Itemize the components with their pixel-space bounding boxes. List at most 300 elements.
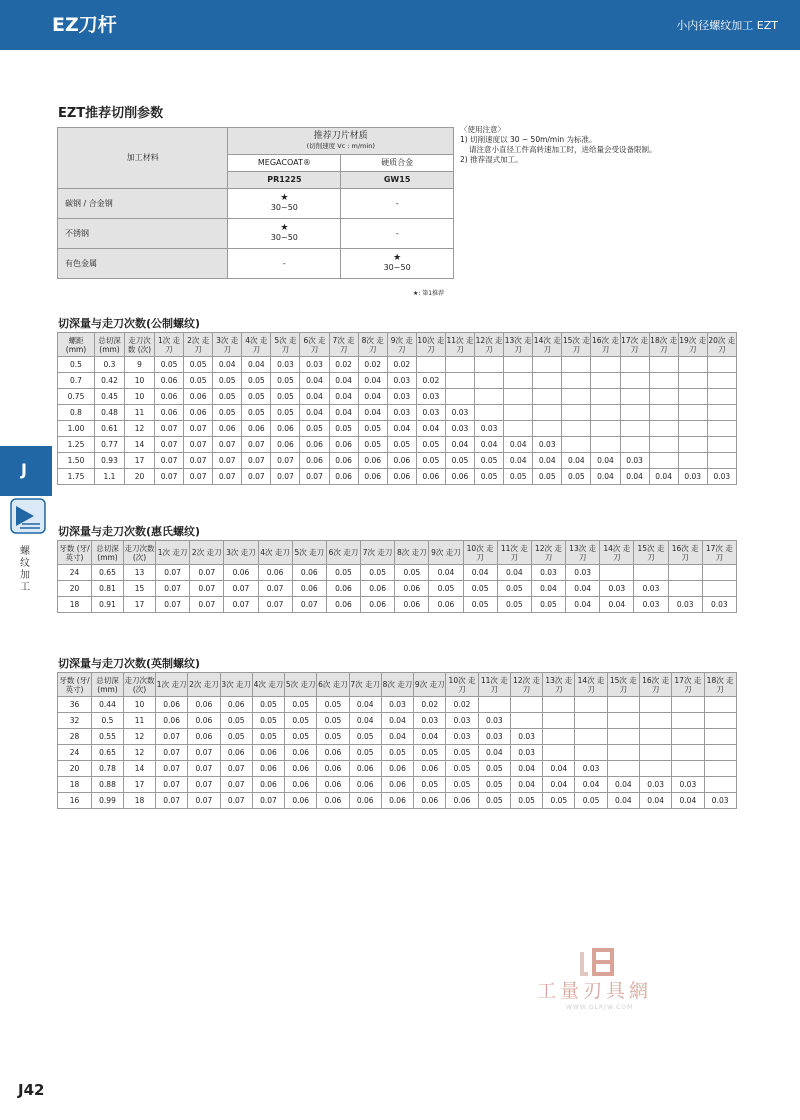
table-cell: 0.04 [531,581,565,597]
grade-col2-name: GW15 [341,172,454,189]
table-cell [510,697,542,713]
table-cell: 15 [124,581,156,597]
column-header: 10次 走刀 [416,333,445,357]
table-row [58,389,737,405]
table-cell: 0.02 [446,697,478,713]
table-cell: 0.78 [92,761,124,777]
table-cell: 0.03 [620,453,649,469]
table-cell: 0.06 [285,761,317,777]
table-cell: 0.07 [156,761,188,777]
table-cell [668,581,702,597]
table-cell [649,357,678,373]
table-cell: 0.07 [190,581,224,597]
column-header: 11次 走刀 [445,333,474,357]
table-cell: 0.05 [416,453,445,469]
table-cell: 0.06 [317,793,349,809]
table-cell: 0.06 [445,469,474,485]
table-cell: 0.07 [188,793,220,809]
table-cell: 0.04 [510,777,542,793]
table-cell [575,745,607,761]
table-cell [543,697,575,713]
table-cell: 0.06 [414,793,446,809]
table-cell: 0.06 [317,745,349,761]
table-cell: 18 [58,777,92,793]
metric-table [57,332,737,485]
table-cell [672,761,704,777]
table-cell: 0.5 [92,713,124,729]
grade-cell: - [341,189,454,219]
table-cell: 0.07 [190,565,224,581]
table-cell [510,713,542,729]
table-cell: 0.05 [416,437,445,453]
table-cell: 0.04 [381,713,413,729]
table-cell: 17 [125,453,155,469]
table-cell [607,729,639,745]
table-cell: 0.04 [381,729,413,745]
table-cell: 0.06 [387,453,416,469]
table-row [58,745,737,761]
grade-cell: ★ 30~50 [228,219,341,249]
table-cell [607,745,639,761]
table-cell: 0.06 [252,777,284,793]
table-cell: 0.07 [184,437,213,453]
column-header: 3次 走刀 [220,673,252,697]
table-cell: 0.03 [510,729,542,745]
note-line: 1) 切削速度以 30 ~ 50m/min 为标准。 [460,135,597,144]
table-cell: 0.02 [416,373,445,389]
table-cell: 0.05 [349,729,381,745]
table-cell: 0.45 [95,389,125,405]
table-cell [562,437,591,453]
table-cell: 0.06 [381,793,413,809]
column-header: 13次 走刀 [566,541,600,565]
table-cell: 0.06 [381,761,413,777]
column-header: 6次 走刀 [317,673,349,697]
table-cell: 0.04 [510,761,542,777]
material-header: 加工材料 [58,128,228,189]
table-cell: 0.04 [349,697,381,713]
material-row-label: 碳钢 / 合金钢 [58,189,228,219]
table-cell: 0.04 [329,389,358,405]
table-cell: 0.05 [562,469,591,485]
table-cell: 0.03 [510,745,542,761]
table-cell: 0.06 [349,777,381,793]
column-header: 4次 走刀 [242,333,271,357]
table-cell: 0.05 [543,793,575,809]
table-cell: 0.03 [475,421,504,437]
table-cell: 0.05 [504,469,533,485]
column-header: 17次 走刀 [702,541,736,565]
table-cell: 0.05 [358,437,387,453]
table-cell: 0.06 [252,745,284,761]
table-cell: 0.06 [188,729,220,745]
column-header: 19次 走刀 [678,333,707,357]
table-cell: 0.03 [575,761,607,777]
table-cell: 0.05 [463,597,497,613]
table-cell: 0.04 [358,373,387,389]
table-row [58,421,737,437]
table-cell: 0.05 [213,405,242,421]
table-cell [649,405,678,421]
table-cell: 0.03 [668,597,702,613]
column-header: 走刀次数 (次) [124,673,156,697]
table-cell: 0.07 [156,565,190,581]
table-cell: 0.06 [156,697,188,713]
table-cell: 0.06 [242,421,271,437]
table-cell: 0.06 [358,453,387,469]
table-cell: 0.07 [258,597,292,613]
table-cell: 0.06 [285,745,317,761]
side-label: 螺纹加工 [20,546,30,593]
page-title: EZ刀杆 [52,14,117,36]
table-cell [649,389,678,405]
table-cell [607,761,639,777]
table-cell [707,405,736,421]
table-cell: 0.06 [361,581,395,597]
table-cell: 0.05 [445,453,474,469]
column-header: 牙数 (牙/英寸) [58,541,92,565]
table-cell [562,421,591,437]
table-cell [678,373,707,389]
material-row-label: 有色金属 [58,249,228,279]
table-cell: 0.07 [242,453,271,469]
table-cell: 0.03 [478,713,510,729]
table-cell: 0.07 [224,581,258,597]
table-cell [704,713,736,729]
grade-cell: ★ 30~50 [341,249,454,279]
column-header: 15次 走刀 [634,541,668,565]
table-cell [678,421,707,437]
column-header: 15次 走刀 [607,673,639,697]
table-cell: 0.05 [395,565,429,581]
table-cell: 0.07 [292,597,326,613]
table-header-row [58,541,737,565]
table-row [58,777,737,793]
table-cell: 0.05 [475,469,504,485]
table-cell: 0.03 [531,565,565,581]
table-cell: 28 [58,729,92,745]
table-cell: 0.05 [184,373,213,389]
table-cell [649,437,678,453]
table-cell [445,357,474,373]
table-cell: 12 [124,729,156,745]
column-header: 7次 走刀 [361,541,395,565]
table-cell: 0.07 [220,777,252,793]
table-cell: 0.05 [285,729,317,745]
table-cell: 20 [125,469,155,485]
table-cell: 0.04 [562,453,591,469]
column-header: 12次 走刀 [510,673,542,697]
table-cell: 0.8 [58,405,95,421]
table-cell: 0.04 [504,453,533,469]
table-cell [543,745,575,761]
column-header: 16次 走刀 [668,541,702,565]
table-cell: 0.07 [220,761,252,777]
star-legend: ★: 第1推荐 [413,290,445,297]
table-cell [591,373,620,389]
table-cell: 0.07 [184,469,213,485]
table-cell: 0.77 [95,437,125,453]
table-cell: 0.07 [156,729,188,745]
column-header: 14次 走刀 [575,673,607,697]
column-header: 11次 走刀 [478,673,510,697]
table-cell [607,697,639,713]
table-cell: 18 [124,793,156,809]
table-cell [533,405,562,421]
metric-title: 切深量与走刀次数(公制螺纹) [58,317,201,330]
table-cell: 0.06 [156,713,188,729]
table-cell: 0.05 [300,421,329,437]
column-header: 4次 走刀 [258,541,292,565]
table-cell: 0.03 [634,581,668,597]
table-cell [678,357,707,373]
table-cell: 0.04 [358,389,387,405]
table-cell: 0.04 [358,405,387,421]
usage-notes [460,125,780,165]
threading-icon [10,498,46,534]
column-header: 螺距 (mm) [58,333,95,357]
table-cell: 0.04 [504,437,533,453]
table-cell: 0.06 [292,581,326,597]
table-row [58,729,737,745]
table-cell: 17 [124,777,156,793]
table-cell: 0.03 [414,713,446,729]
column-header: 走刀次数 (次) [124,541,156,565]
column-header: 16次 走刀 [591,333,620,357]
table-cell: 10 [124,697,156,713]
table-cell [678,389,707,405]
column-header: 9次 走刀 [414,673,446,697]
table-cell: 0.05 [242,389,271,405]
column-header: 8次 走刀 [381,673,413,697]
table-cell [672,745,704,761]
table-cell: 0.04 [387,421,416,437]
table-cell: 0.06 [271,421,300,437]
table-cell: 0.02 [387,357,416,373]
table-cell: 0.07 [156,793,188,809]
table-cell: 0.04 [649,469,678,485]
table-cell [575,729,607,745]
table-cell: 0.05 [475,453,504,469]
whitworth-table [57,540,737,613]
table-cell: 0.7 [58,373,95,389]
table-cell [533,357,562,373]
table-cell: 0.06 [317,777,349,793]
table-cell: 0.04 [475,437,504,453]
table-cell: 0.05 [381,745,413,761]
table-cell [607,713,639,729]
table-cell: 0.06 [329,437,358,453]
table-cell: 0.65 [92,565,124,581]
table-cell: 0.07 [156,581,190,597]
table-cell: 0.05 [285,697,317,713]
table-cell: 0.06 [326,597,360,613]
table-cell: 14 [124,761,156,777]
table-row [58,437,737,453]
table-cell [634,565,668,581]
table-cell: 0.03 [445,421,474,437]
table-cell: 0.05 [220,729,252,745]
table-cell: 0.06 [285,793,317,809]
table-cell: 0.3 [95,357,125,373]
table-cell [478,697,510,713]
table-cell: 0.06 [252,761,284,777]
table-cell: 0.06 [271,437,300,453]
table-cell: 0.07 [271,469,300,485]
table-cell: 0.04 [349,713,381,729]
table-cell [672,729,704,745]
table-cell: 0.05 [446,745,478,761]
table-header-row [58,333,737,357]
column-header: 1次 走刀 [155,333,184,357]
table-cell: 0.05 [242,405,271,421]
grade-col2-top: 硬质合金 [341,155,454,172]
table-cell: 0.75 [58,389,95,405]
watermark-url: WWW.GLRJW.COM [566,1004,634,1011]
table-cell: 0.07 [188,761,220,777]
grade-cell: - [341,219,454,249]
table-cell: 0.06 [395,581,429,597]
section-tab: J [0,446,52,496]
table-cell [591,421,620,437]
table-cell: 0.04 [607,777,639,793]
table-cell [475,373,504,389]
table-cell: 24 [58,565,92,581]
table-cell: 0.07 [184,453,213,469]
table-cell: 0.05 [252,697,284,713]
column-header: 8次 走刀 [395,541,429,565]
table-cell: 0.05 [361,565,395,581]
table-cell: 0.05 [220,713,252,729]
table-cell: 0.04 [300,405,329,421]
table-cell [707,421,736,437]
table-cell: 0.07 [156,745,188,761]
column-header: 5次 走刀 [271,333,300,357]
table-cell: 16 [58,793,92,809]
table-cell: 0.05 [213,389,242,405]
table-cell: 0.05 [317,713,349,729]
column-header: 11次 走刀 [497,541,531,565]
table-cell: 0.06 [155,405,184,421]
table-cell: 0.05 [252,713,284,729]
table-cell: 0.04 [533,453,562,469]
table-cell: 0.06 [317,761,349,777]
table-cell: 0.04 [429,565,463,581]
table-cell: 0.81 [92,581,124,597]
recommend-table [57,127,454,279]
column-header: 18次 走刀 [704,673,736,697]
table-cell [504,405,533,421]
table-cell: 0.03 [678,469,707,485]
table-cell: 0.05 [429,581,463,597]
table-row [58,373,737,389]
table-cell: 1.1 [95,469,125,485]
column-header: 7次 走刀 [349,673,381,697]
table-cell [649,453,678,469]
column-header: 13次 走刀 [504,333,533,357]
table-cell: 12 [125,421,155,437]
table-cell [591,357,620,373]
table-cell: 0.06 [220,697,252,713]
table-cell: 0.05 [252,729,284,745]
table-cell: 0.07 [258,581,292,597]
watermark-text: 工量刃具網 [537,980,653,1002]
table-cell: 0.44 [92,697,124,713]
table-cell: 0.07 [252,793,284,809]
table-cell: 0.04 [497,565,531,581]
table-cell: 9 [125,357,155,373]
star-icon: ★ [280,223,289,233]
table-cell: 20 [58,581,92,597]
table-cell: 0.04 [620,469,649,485]
table-cell: 0.05 [414,745,446,761]
table-cell [672,697,704,713]
table-cell: 0.61 [95,421,125,437]
table-cell: 1.75 [58,469,95,485]
table-cell: 0.04 [607,793,639,809]
column-header: 总切深 (mm) [92,673,124,697]
column-header: 20次 走刀 [707,333,736,357]
table-cell [639,697,671,713]
table-cell [562,357,591,373]
table-cell [475,357,504,373]
table-cell: 36 [58,697,92,713]
table-cell: 0.04 [543,761,575,777]
table-cell: 0.07 [155,469,184,485]
table-cell: 0.03 [704,793,736,809]
table-cell: 0.04 [639,793,671,809]
table-cell [668,565,702,581]
table-cell [600,565,634,581]
table-cell: 0.05 [213,373,242,389]
table-cell: 0.06 [292,565,326,581]
table-cell: 0.06 [416,469,445,485]
column-header: 13次 走刀 [543,673,575,697]
table-cell [672,713,704,729]
table-cell: 0.03 [600,581,634,597]
column-header: 3次 走刀 [224,541,258,565]
table-cell: 0.04 [463,565,497,581]
table-cell: 0.07 [155,437,184,453]
table-cell: 0.04 [600,597,634,613]
table-cell [543,713,575,729]
table-cell: 0.06 [155,373,184,389]
table-cell: 32 [58,713,92,729]
grade-col1-top: MEGACOAT® [228,155,341,172]
table-cell: 0.03 [446,729,478,745]
table-cell: 0.07 [155,421,184,437]
column-header: 9次 走刀 [429,541,463,565]
table-cell: 0.03 [387,389,416,405]
table-cell [543,729,575,745]
page-subtitle: 小内径螺纹加工 EZT [676,19,778,32]
table-cell: 0.03 [381,697,413,713]
table-cell: 0.04 [416,421,445,437]
table-cell [704,697,736,713]
notes-title: 〈使用注意〉 [460,125,505,134]
column-header: 3次 走刀 [213,333,242,357]
table-cell: 0.07 [300,469,329,485]
table-cell: 0.05 [446,777,478,793]
table-cell: 0.05 [575,793,607,809]
table-cell [620,405,649,421]
table-cell: 0.07 [271,453,300,469]
column-header: 总切深 (mm) [92,541,124,565]
section-title: EZT推荐切削参数 [58,106,164,121]
table-cell: 0.04 [478,745,510,761]
table-cell: 0.04 [575,777,607,793]
column-header: 17次 走刀 [672,673,704,697]
